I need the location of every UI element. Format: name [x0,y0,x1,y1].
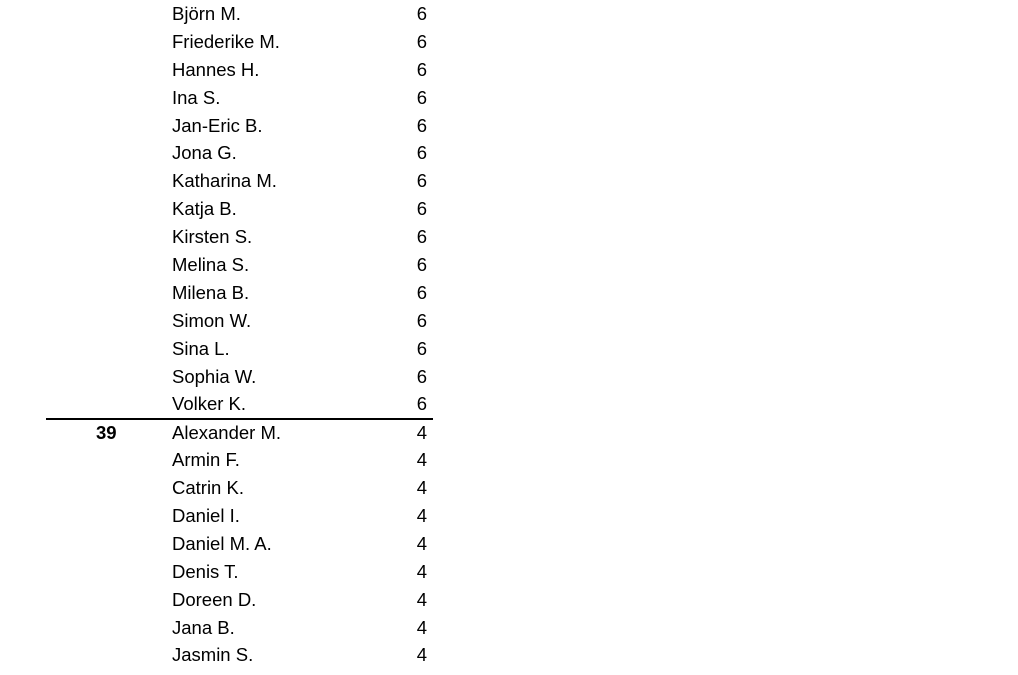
score-cell: 6 [416,86,427,108]
name-cell: Alexander M. [172,422,281,444]
score-cell: 4 [416,560,427,582]
score-cell: 6 [416,170,427,192]
score-cell: 4 [416,616,427,638]
score-cell: 4 [416,532,427,554]
score-cell: 4 [416,448,427,470]
table-row [46,56,433,84]
score-cell: 6 [416,337,427,359]
table-row [46,474,433,502]
table-row [46,139,433,167]
ranking-table [46,0,433,669]
score-cell: 4 [416,422,427,444]
name-cell: Melina S. [172,253,250,275]
table-row [46,335,433,363]
table-row [46,0,433,28]
name-cell: Daniel I. [172,504,240,526]
table-row [46,84,433,112]
table-row [46,251,433,279]
score-cell: 4 [416,476,427,498]
table-row [46,223,433,251]
name-cell: Armin F. [172,448,240,470]
score-cell: 6 [416,309,427,331]
table-row [46,502,433,530]
name-cell: Volker K. [172,393,247,415]
name-cell: Björn M. [172,2,241,24]
score-cell: 6 [416,365,427,387]
name-cell: Jan-Eric B. [172,114,263,136]
name-cell: Ina S. [172,86,221,108]
table-row [46,418,433,446]
name-cell: Friederike M. [172,30,280,52]
table-row [46,446,433,474]
table-row [46,614,433,642]
name-cell: Simon W. [172,309,252,331]
score-cell: 6 [416,225,427,247]
name-cell: Sina L. [172,337,230,359]
score-cell: 4 [416,588,427,610]
name-cell: Katja B. [172,197,237,219]
table-row [46,167,433,195]
name-cell: Sophia W. [172,365,257,387]
name-cell: Hannes H. [172,58,260,80]
name-cell: Kirsten S. [172,225,253,247]
score-cell: 4 [416,504,427,526]
table-row [46,530,433,558]
name-cell: Jona G. [172,142,237,164]
score-cell: 6 [416,197,427,219]
name-cell: Daniel M. A. [172,532,272,554]
score-cell: 6 [416,2,427,24]
table-row [46,28,433,56]
score-cell: 6 [416,30,427,52]
table-row [46,307,433,335]
score-cell: 6 [416,58,427,80]
score-cell: 6 [416,114,427,136]
table-row [46,279,433,307]
score-cell: 6 [416,281,427,303]
table-row [46,586,433,614]
table-row [46,390,433,418]
table-row [46,641,433,669]
name-cell: Doreen D. [172,588,257,610]
score-cell: 6 [416,253,427,275]
score-cell: 6 [416,393,427,415]
name-cell: Denis T. [172,560,239,582]
table-row [46,112,433,140]
name-cell: Jasmin S. [172,644,254,666]
score-cell: 6 [416,142,427,164]
table-row [46,195,433,223]
name-cell: Milena B. [172,281,250,303]
name-cell: Katharina M. [172,170,277,192]
name-cell: Catrin K. [172,476,244,498]
score-cell: 4 [416,644,427,666]
table-row [46,558,433,586]
table-row [46,363,433,391]
rank-cell: 39 [96,422,117,444]
name-cell: Jana B. [172,616,235,638]
